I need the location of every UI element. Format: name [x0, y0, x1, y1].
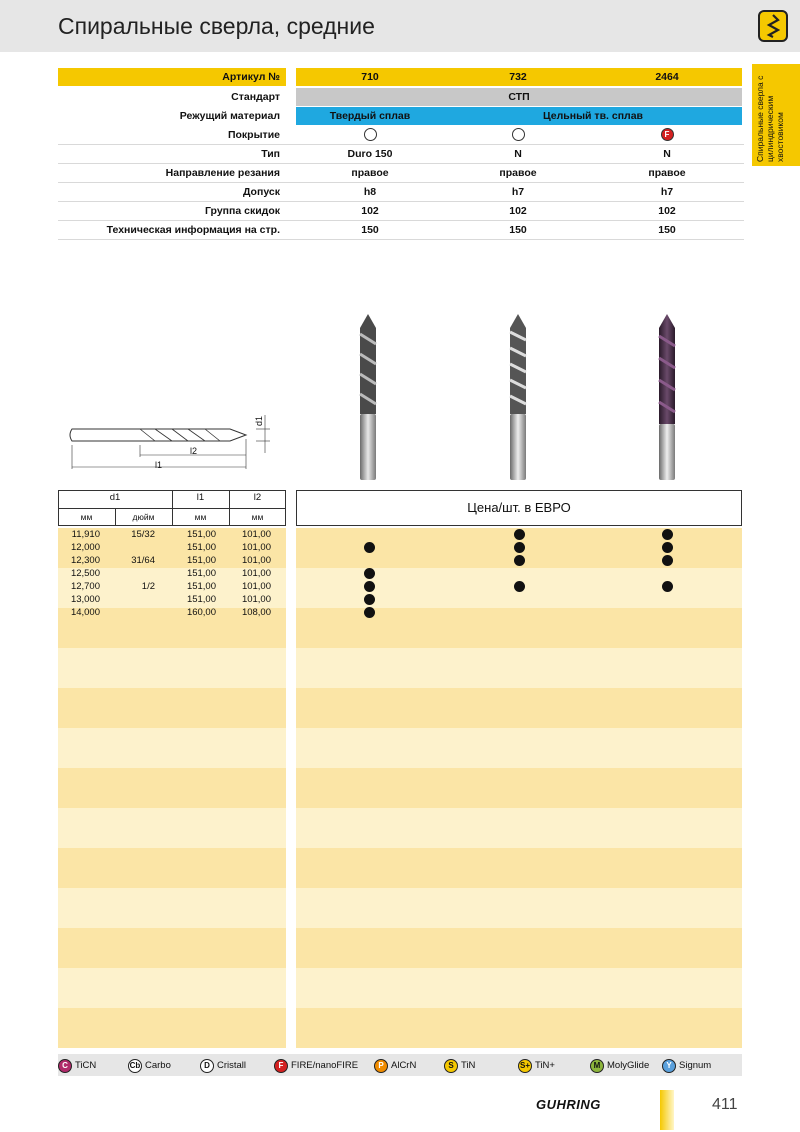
coating-icon: M	[590, 1059, 604, 1073]
legend-label: MolyGlide	[607, 1060, 650, 1071]
legend-label: Carbo	[145, 1060, 171, 1071]
coating-icon: F	[274, 1059, 288, 1073]
legend-label: TiN+	[535, 1060, 555, 1071]
cell-mm: 12,000	[70, 542, 100, 553]
cell-l1: 151,00	[186, 594, 216, 605]
drill-732-image	[506, 314, 530, 480]
article-710: 710	[361, 71, 379, 83]
cell-l1: 151,00	[186, 568, 216, 579]
table-band	[58, 688, 286, 728]
cell-l2: 101,00	[241, 542, 271, 553]
legend-label: Cristall	[217, 1060, 247, 1071]
legend-label: Signum	[679, 1060, 712, 1071]
unit-inch: дюйм	[132, 512, 155, 522]
footer-accent	[660, 1090, 674, 1130]
legend-item	[374, 1059, 416, 1073]
availability-dot	[662, 555, 673, 566]
techinfo-732: 150	[509, 224, 527, 236]
unit-mm: мм	[194, 512, 207, 522]
cell-mm: 11,910	[71, 529, 100, 540]
techinfo-label: Техническая информация на стр.	[106, 224, 280, 236]
cell-inch	[100, 567, 155, 580]
cell-l1: 151,00	[186, 555, 216, 566]
table-band	[58, 648, 286, 688]
diagram-d1-label: d1	[254, 415, 265, 427]
cell-inch: 1/2	[141, 581, 155, 592]
coating-uncoated-1	[296, 126, 444, 144]
availability-dot	[514, 529, 525, 540]
standard-value: СТП	[508, 91, 530, 103]
tolerance-2464: h7	[660, 186, 674, 198]
availability-dot	[364, 607, 375, 618]
table-band	[296, 768, 742, 808]
legend-item	[662, 1059, 711, 1073]
unit-mm: мм	[80, 512, 93, 522]
cell-inch	[100, 541, 155, 554]
table-band	[58, 848, 286, 888]
availability-dot	[662, 529, 673, 540]
cell-inch: 31/64	[131, 555, 155, 566]
legend-label: TiCN	[75, 1060, 97, 1071]
cell-l2: 101,00	[241, 529, 271, 540]
legend-label: AlCrN	[391, 1060, 417, 1071]
tolerance-732: h7	[511, 186, 525, 198]
article-732: 732	[509, 71, 527, 83]
cell-l1: 151,00	[186, 529, 216, 540]
article-label: Артикул №	[222, 71, 280, 83]
brand-logo: GUHRING	[536, 1097, 601, 1112]
coating-icon: C	[58, 1059, 72, 1073]
drill-2464-image	[655, 314, 679, 480]
drill-710-image	[356, 314, 380, 480]
availability-dot	[364, 581, 375, 592]
coating-icon: S+	[518, 1059, 532, 1073]
col-l1: l1	[196, 492, 205, 503]
type-710: Duro 150	[347, 148, 393, 160]
cell-l1: 160,00	[186, 607, 216, 618]
table-band	[296, 968, 742, 1008]
direction-710: правое	[351, 167, 389, 179]
drill-icon	[758, 10, 788, 42]
techinfo-2464: 150	[658, 224, 676, 236]
discount-710: 102	[361, 205, 379, 217]
standard-label: Стандарт	[231, 91, 280, 103]
legend-item	[444, 1059, 475, 1073]
legend-item	[274, 1059, 358, 1073]
type-2464: N	[663, 148, 671, 160]
legend-item	[200, 1059, 246, 1073]
availability-dot	[514, 555, 525, 566]
cell-l1: 151,00	[186, 581, 216, 592]
cell-inch: 15/32	[131, 529, 155, 540]
cell-l2: 101,00	[241, 568, 271, 579]
material-solid-carbide: Цельный тв. сплав	[542, 110, 644, 122]
col-d1: d1	[109, 492, 121, 503]
coating-uncoated-2	[444, 126, 592, 144]
cell-inch	[100, 606, 155, 619]
divider	[58, 239, 744, 240]
availability-dot	[514, 542, 525, 553]
type-732: N	[514, 148, 522, 160]
tolerance-label: Допуск	[242, 186, 280, 198]
legend-item	[518, 1059, 555, 1073]
cell-l2: 101,00	[241, 581, 271, 592]
price-header: Цена/шт. в ЕВРО	[467, 500, 571, 515]
type-label: Тип	[261, 148, 280, 160]
table-band	[296, 1008, 742, 1048]
coating-icon: Y	[662, 1059, 676, 1073]
legend-item	[590, 1059, 649, 1073]
table-band	[58, 888, 286, 928]
legend-item	[58, 1059, 96, 1073]
availability-dot	[364, 594, 375, 605]
discount-2464: 102	[658, 205, 676, 217]
availability-dot	[514, 581, 525, 592]
table-band	[58, 1008, 286, 1048]
cell-mm: 14,000	[70, 607, 100, 618]
table-band	[58, 768, 286, 808]
cell-mm: 12,500	[70, 568, 100, 579]
table-band	[296, 848, 742, 888]
table-band	[296, 608, 742, 648]
direction-label: Направление резания	[165, 167, 280, 179]
tolerance-710: h8	[363, 186, 377, 198]
cell-l2: 101,00	[241, 594, 271, 605]
coating-icon: P	[374, 1059, 388, 1073]
cell-mm: 12,300	[70, 555, 100, 566]
cell-l1: 151,00	[186, 542, 216, 553]
availability-dot	[662, 542, 673, 553]
side-tab-label: Спиральные сверла с цилиндрическим хвостовиком	[755, 75, 785, 162]
table-band	[58, 928, 286, 968]
discount-label: Группа скидок	[205, 205, 280, 217]
table-band	[296, 688, 742, 728]
availability-dot	[662, 581, 673, 592]
page-number: 411	[712, 1096, 738, 1113]
diagram-l1-label: l1	[155, 460, 163, 470]
legend-label: TiN	[461, 1060, 476, 1071]
legend-label: FIRE/nanoFIRE	[291, 1060, 359, 1071]
cell-l2: 101,00	[241, 555, 271, 566]
cell-l2: 108,00	[241, 607, 271, 618]
cell-mm: 12,700	[70, 581, 100, 592]
table-band	[296, 928, 742, 968]
material-label: Режущий материал	[179, 110, 280, 122]
direction-2464: правое	[648, 167, 686, 179]
table-band	[58, 728, 286, 768]
availability-dot	[364, 542, 375, 553]
coating-icon: S	[444, 1059, 458, 1073]
coating-fire-icon: F	[592, 126, 742, 144]
table-band	[296, 888, 742, 928]
article-2464: 2464	[655, 71, 679, 83]
techinfo-710: 150	[361, 224, 379, 236]
table-band	[58, 808, 286, 848]
cell-mm: 13,000	[70, 594, 100, 605]
diagram-l2-label: l2	[190, 446, 198, 456]
direction-732: правое	[499, 167, 537, 179]
cell-inch	[100, 593, 155, 606]
col-l2: l2	[253, 492, 262, 503]
availability-dot	[364, 568, 375, 579]
unit-mm: мм	[251, 512, 264, 522]
table-band	[296, 648, 742, 688]
drill-dimension-diagram	[60, 405, 280, 480]
coating-label: Покрытие	[227, 129, 280, 141]
table-band	[58, 968, 286, 1008]
coating-icon: D	[200, 1059, 214, 1073]
discount-732: 102	[509, 205, 527, 217]
table-band	[296, 808, 742, 848]
table-band	[296, 728, 742, 768]
legend-item	[128, 1059, 171, 1073]
material-carbide: Твердый сплав	[329, 110, 411, 122]
page-title: Спиральные сверла, средние	[58, 13, 375, 39]
coating-icon: Cb	[128, 1059, 142, 1073]
